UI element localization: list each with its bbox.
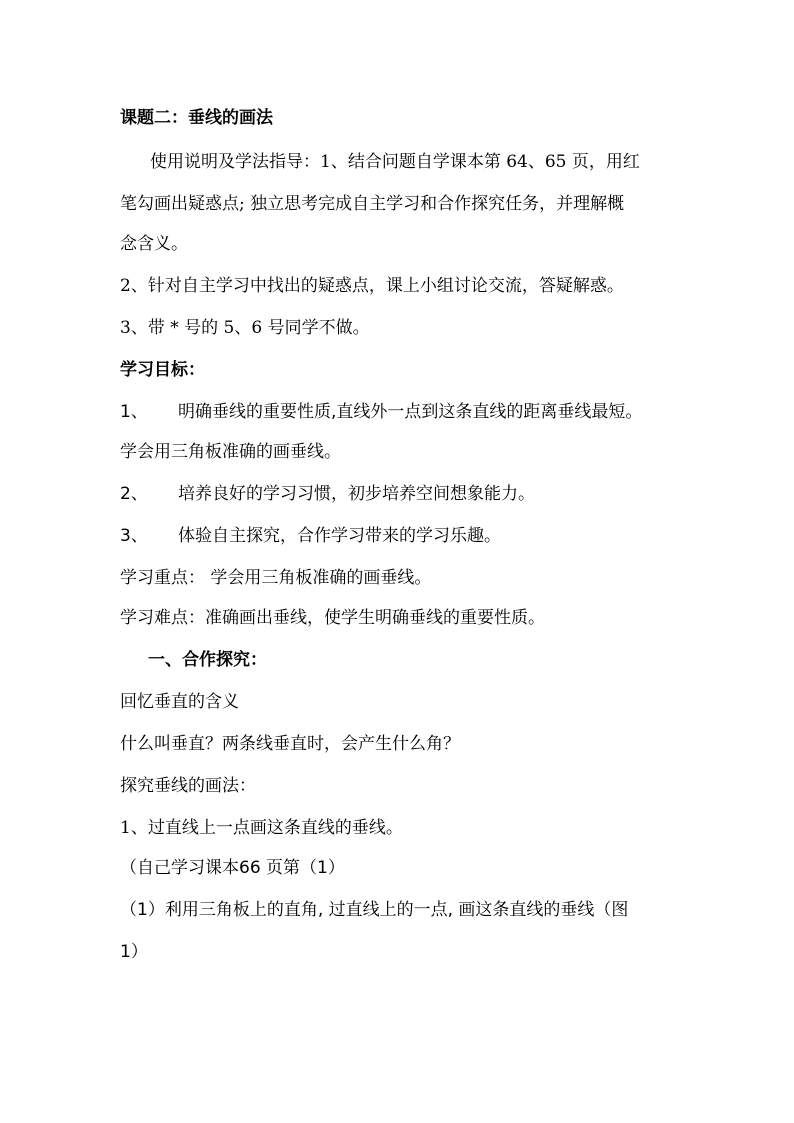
goal-number: 1、 [120,402,148,422]
key-point: 学习重点： 学会用三角板准确的画垂线。 [120,568,432,588]
instructions-line-3: 念含义。 [120,234,188,254]
instructions-line-5: 3、带 * 号的 5、6 号同学不做。 [120,318,370,338]
goal-number: 3、 [120,526,148,546]
instructions-line-2: 笔勾画出疑惑点; 独立思考完成自主学习和合作探究任务，并理解概 [120,194,625,214]
section-line-2: 什么叫垂直？两条线垂直时，会产生什么角？ [120,734,460,754]
goal-item-1 [120,401,680,423]
goal-text: 体验自主探究，合作学习带来的学习乐趣。 [178,526,501,546]
section-heading: 一、合作探究： [148,650,267,670]
goal-item-2 [120,483,680,505]
instructions-line-1: 使用说明及学法指导：1、结合问题自学课本第 64、65 页，用红 [150,152,640,172]
difficulty-point: 学习难点：准确画出垂线，使学生明确垂线的重要性质。 [120,608,545,628]
section-line-5: （自己学习课本66 页第（1） [120,858,345,878]
section-line-6: （1）利用三角板上的直角, 过直线上的一点, 画这条直线的垂线（图 [120,900,629,920]
goal-text: 培养良好的学习习惯，初步培养空间想象能力。 [178,484,535,504]
section-line-7: 1） [120,942,148,962]
section-line-3: 探究垂线的画法： [120,776,256,796]
instructions-line-4: 2、针对自主学习中找出的疑惑点，课上小组讨论交流，答疑解惑。 [120,276,624,296]
goal-number: 2、 [120,484,148,504]
goal-text: 明确垂线的重要性质,直线外一点到这条直线的距离垂线最短。 [178,402,643,422]
section-line-4: 1、过直线上一点画这条直线的垂线。 [120,818,403,838]
goal-item-1-continuation: 学会用三角板准确的画垂线。 [120,442,341,462]
goals-heading: 学习目标： [120,360,205,380]
section-line-1: 回忆垂直的含义 [120,692,239,712]
lesson-title: 课题二：垂线的画法 [120,108,273,128]
goal-item-3 [120,525,680,547]
